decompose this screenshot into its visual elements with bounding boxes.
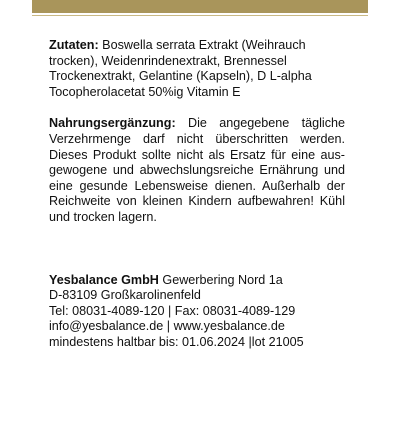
supplement-text: Die angegebene tägliche Verzehrmenge darf nicht überschritten werden. Dieses Produkt sollte nicht als Ersatz für eine aus-gewogene und abwechslungsreiche Ernährung und eine gesunde Lebensweise dienen. Außerhalb der Reichweite von kleinen Kindern aufbewahren! Kühl und trocken lagern. <box>49 116 345 224</box>
label-text-panel <box>49 38 345 351</box>
company-info-section <box>49 273 345 351</box>
company-address-line <box>49 273 345 289</box>
ingredients-label: Zutaten: <box>49 38 99 52</box>
company-city: D-83109 Großkarolinenfeld <box>49 288 201 303</box>
supplement-paragraph <box>49 116 345 225</box>
best-before-lot: mindestens haltbar bis: 01.06.2024 |lot 21005 <box>49 334 304 349</box>
ingredients-paragraph <box>49 38 345 100</box>
supplement-label: Nahrungsergänzung: <box>49 116 176 131</box>
ingredients-text: Boswella serrata Extrakt (Weihrauch trocken), Weidenrindenextrakt, Brennessel Trockenextrakt, Gelantine (Kapseln), D L-alpha Tocopherolacetat 50%ig Vitamin E <box>49 38 312 99</box>
supplement-notice-section <box>49 116 345 225</box>
top-accent-bar <box>32 0 368 13</box>
company-name: Yesbalance GmbH <box>49 272 159 287</box>
company-phone-fax: Tel: 08031-4089-120 | Fax: 08031-4089-129 <box>49 303 296 318</box>
company-street: Gewerbering Nord 1a <box>158 272 283 287</box>
company-web-email: info@yesbalance.de | www.yesbalance.de <box>49 319 285 334</box>
ingredients-section <box>49 38 345 100</box>
